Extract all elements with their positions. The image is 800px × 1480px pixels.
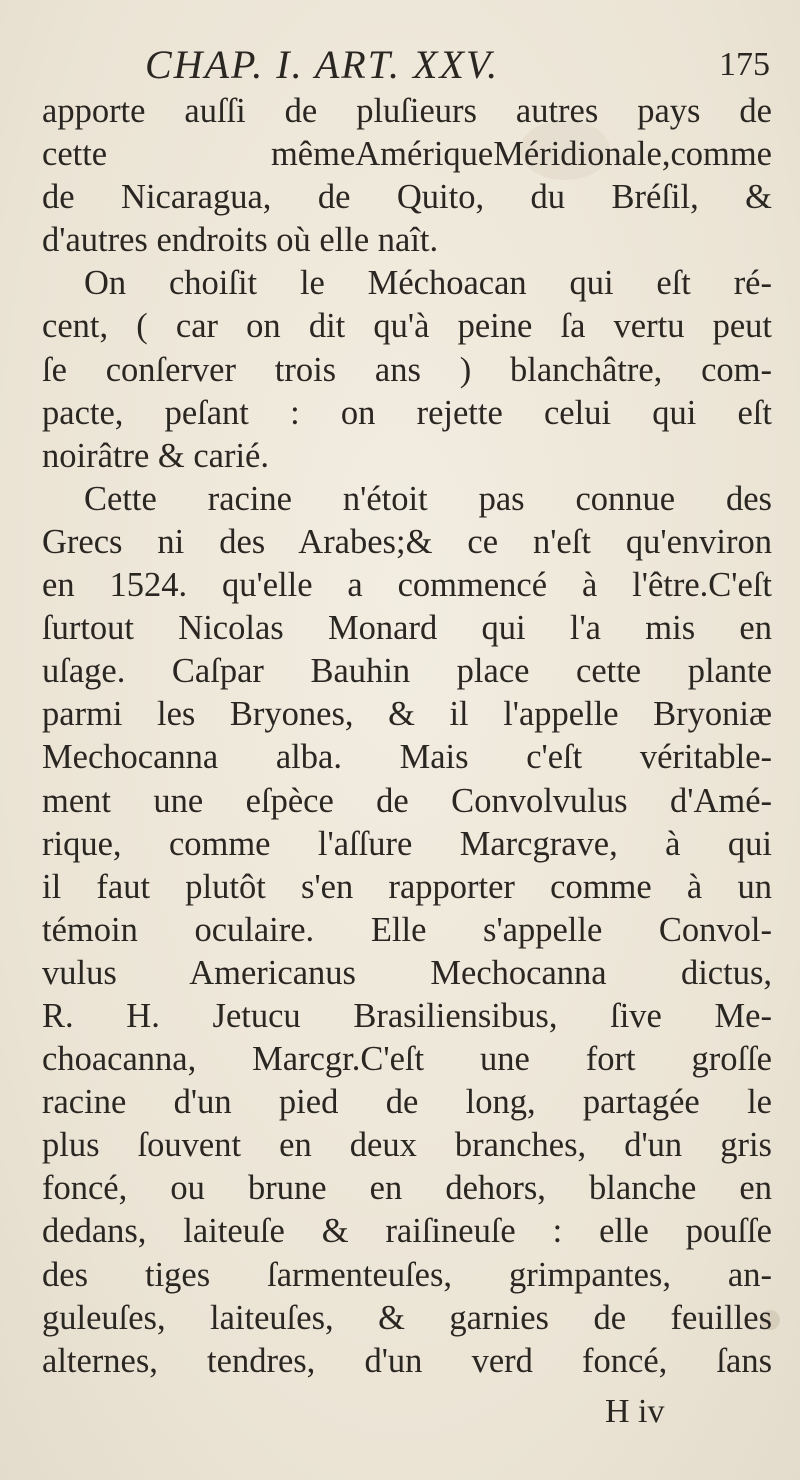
running-header <box>145 40 770 90</box>
text-line: cent, ( car on dit qu'à peine ſa vertu peut <box>42 307 772 346</box>
chapter-heading: CHAP. I. ART. XXV. <box>145 42 500 87</box>
text-line: Cette racine n'étoit pas connue des <box>84 479 772 518</box>
text-line: rique, comme l'aſſure Marcgrave, à qui <box>42 824 772 863</box>
body-text <box>42 90 772 1383</box>
text-line: choacanna, Marcgr.C'eſt une fort groſſe <box>42 1040 772 1079</box>
text-line: ſe conſerver trois ans ) blanchâtre, com- <box>42 350 772 389</box>
text-line: guleuſes, laiteuſes, & garnies de feuilles <box>42 1298 772 1337</box>
text-line: pacte, peſant : on rejette celui qui eſt <box>42 393 772 432</box>
text-line: parmi les Bryones, & il l'appelle Bryoniæ <box>42 695 772 734</box>
text-line: en 1524. qu'elle a commencé à l'être.C'eſt <box>42 566 772 605</box>
signature-mark: H iv <box>605 1393 665 1430</box>
text-line: de Nicaragua, de Quito, du Bréſil, & <box>42 178 772 217</box>
text-line: R. H. Jetucu Brasiliensibus, ſive Me- <box>42 996 772 1035</box>
page-number: 175 <box>719 46 770 83</box>
text-line: ſurtout Nicolas Monard qui l'a mis en <box>42 609 772 648</box>
text-line: foncé, ou brune en dehors, blanche en <box>42 1169 772 1208</box>
text-line: Grecs ni des Arabes;& ce n'eſt qu'environ <box>42 522 772 561</box>
text-line: il faut plutôt s'en rapporter comme à un <box>42 867 772 906</box>
text-line: témoin oculaire. Elle s'appelle Convol- <box>42 910 772 949</box>
text-line: dedans, laiteuſe & raiſineuſe : elle pouſſe <box>42 1212 772 1251</box>
text-line: noirâtre & carié. <box>42 436 269 475</box>
text-line: apporte auſſi de pluſieurs autres pays de <box>42 92 772 130</box>
text-line: d'autres endroits où elle naît. <box>42 221 439 260</box>
text-line: ment une eſpèce de Convolvulus d'Amé- <box>42 781 772 820</box>
text-line: racine d'un pied de long, partagée le <box>42 1083 772 1122</box>
page-footer <box>0 1393 800 1438</box>
text-line: alternes, tendres, d'un verd foncé, ſans <box>42 1341 772 1380</box>
text-line: vulus Americanus Mechocanna dictus, <box>42 953 772 992</box>
text-line: Mechocanna alba. Mais c'eſt véritable- <box>42 738 772 777</box>
text-line: On choiſit le Méchoacan qui eſt ré- <box>84 264 772 303</box>
text-line: cette mêmeAmériqueMéridionale,comme <box>42 135 772 174</box>
text-line: uſage. Caſpar Bauhin place cette plante <box>42 652 772 691</box>
text-line: des tiges ſarmenteuſes, grimpantes, an- <box>42 1255 772 1294</box>
text-line: plus ſouvent en deux branches, d'un gris <box>42 1126 772 1165</box>
